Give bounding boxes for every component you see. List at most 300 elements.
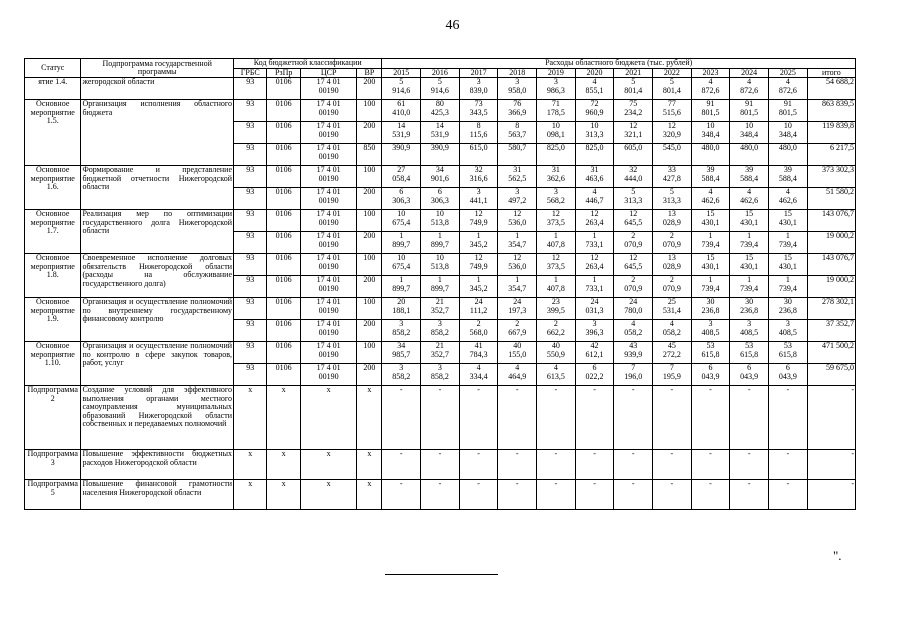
csr-cell: 17 4 01 00190	[300, 144, 356, 166]
table-row	[25, 480, 856, 510]
csr-cell: 17 4 01 00190	[300, 232, 356, 254]
year-value-cell: -	[769, 386, 808, 450]
table-row	[25, 210, 856, 232]
closing-quote: ".	[833, 548, 842, 563]
rzpr-cell: 0106	[267, 342, 300, 364]
total-cell: 471 500,2	[807, 342, 855, 364]
year-value-cell: 10 513,8	[421, 254, 460, 276]
year-value-cell: 3 858,2	[382, 364, 421, 386]
grbs-cell: 93	[234, 188, 267, 210]
program-cell: Своевременное исполнение долговых обязательств Нижегородской области (расходы на обслуживание государственного долга)	[81, 254, 234, 298]
year-value-cell: 8 563,7	[498, 122, 537, 144]
vr-cell: 100	[357, 254, 382, 276]
year-value-cell: -	[382, 386, 421, 450]
year-value-cell: 480,0	[769, 144, 808, 166]
total-cell: 37 352,7	[807, 320, 855, 342]
year-value-cell: 30 236,8	[730, 298, 769, 320]
year-value-cell: 4 872,6	[730, 78, 769, 100]
year-value-cell: 40 155,0	[498, 342, 537, 364]
year-value-cell: 31 562,5	[498, 166, 537, 188]
year-value-cell: 10 313,3	[575, 122, 614, 144]
rzpr-cell: 0106	[267, 320, 300, 342]
year-value-cell: 6 043,9	[691, 364, 730, 386]
year-value-cell: 42 612,1	[575, 342, 614, 364]
year-value-cell: 5 313,3	[614, 188, 653, 210]
csr-cell: x	[300, 480, 356, 510]
year-value-cell: 8 115,6	[459, 122, 498, 144]
header-year: 2020	[575, 68, 614, 78]
year-value-cell: 3 396,3	[575, 320, 614, 342]
year-value-cell: 3 497,2	[498, 188, 537, 210]
csr-cell: x	[300, 386, 356, 450]
year-value-cell: -	[537, 386, 576, 450]
year-value-cell: 4 462,6	[769, 188, 808, 210]
year-value-cell: -	[421, 480, 460, 510]
rzpr-cell: x	[267, 386, 300, 450]
year-value-cell: 1 733,1	[575, 276, 614, 298]
header-year: 2017	[459, 68, 498, 78]
year-value-cell: 4 613,5	[537, 364, 576, 386]
year-value-cell: 1 739,4	[691, 276, 730, 298]
year-value-cell: -	[691, 386, 730, 450]
year-value-cell: 77 515,6	[653, 100, 692, 122]
csr-cell: 17 4 01 00190	[300, 342, 356, 364]
year-value-cell: 23 399,5	[537, 298, 576, 320]
header-year: 2023	[691, 68, 730, 78]
year-value-cell: 10 675,4	[382, 254, 421, 276]
header-total: итого	[807, 68, 855, 78]
year-value-cell: 24 780,0	[614, 298, 653, 320]
year-value-cell: 2 568,0	[459, 320, 498, 342]
year-value-cell: 4 872,6	[691, 78, 730, 100]
status-cell: Основное мероприятие 1.10.	[25, 342, 81, 386]
header-csr: ЦСР	[300, 68, 356, 78]
year-value-cell: 91 801,5	[730, 100, 769, 122]
year-value-cell: 2 070,9	[614, 276, 653, 298]
year-value-cell: 12 749,9	[459, 254, 498, 276]
year-value-cell: 5 914,6	[421, 78, 460, 100]
header-expenses: Расходы областного бюджета (тыс. рублей)	[382, 59, 856, 69]
year-value-cell: 1 739,4	[691, 232, 730, 254]
vr-cell: 100	[357, 342, 382, 364]
vr-cell: 200	[357, 364, 382, 386]
csr-cell: 17 4 01 00190	[300, 188, 356, 210]
header-year: 2015	[382, 68, 421, 78]
year-value-cell: 72 960,9	[575, 100, 614, 122]
table-row	[25, 450, 856, 480]
year-value-cell: 53 615,8	[769, 342, 808, 364]
rzpr-cell: 0106	[267, 364, 300, 386]
year-value-cell: 91 801,5	[769, 100, 808, 122]
status-cell: Подпрограмма 5	[25, 480, 81, 510]
status-cell: Подпрограмма 3	[25, 450, 81, 480]
year-value-cell: 5 914,6	[382, 78, 421, 100]
total-cell: 19 000,2	[807, 276, 855, 298]
year-value-cell: 1 354,7	[498, 232, 537, 254]
vr-cell: 200	[357, 78, 382, 100]
year-value-cell: -	[382, 450, 421, 480]
header-rzpr: РзПр	[267, 68, 300, 78]
header-year: 2018	[498, 68, 537, 78]
year-value-cell: -	[769, 450, 808, 480]
year-value-cell: -	[382, 480, 421, 510]
total-cell: 54 688,2	[807, 78, 855, 100]
year-value-cell: 31 463,6	[575, 166, 614, 188]
year-value-cell: -	[537, 450, 576, 480]
grbs-cell: 93	[234, 100, 267, 122]
year-value-cell: 20 188,1	[382, 298, 421, 320]
year-value-cell: 1 899,7	[421, 276, 460, 298]
year-value-cell: -	[614, 386, 653, 450]
csr-cell: 17 4 01 00190	[300, 166, 356, 188]
total-cell: -	[807, 480, 855, 510]
year-value-cell: 4 058,2	[614, 320, 653, 342]
year-value-cell: 32 444,0	[614, 166, 653, 188]
csr-cell: 17 4 01 00190	[300, 100, 356, 122]
status-cell: ятие 1.4.	[25, 78, 81, 100]
year-value-cell: -	[498, 386, 537, 450]
year-value-cell: 2 070,9	[653, 232, 692, 254]
status-cell: Основное мероприятие 1.5.	[25, 100, 81, 166]
rzpr-cell: 0106	[267, 166, 300, 188]
year-value-cell: 39 588,4	[730, 166, 769, 188]
year-value-cell: 31 362,6	[537, 166, 576, 188]
total-cell: 863 839,5	[807, 100, 855, 122]
year-value-cell: 3 858,2	[421, 320, 460, 342]
year-value-cell: 6 043,9	[769, 364, 808, 386]
year-value-cell: 14 531,9	[382, 122, 421, 144]
year-value-cell: 43 939,9	[614, 342, 653, 364]
program-cell: жегородской области	[81, 78, 234, 100]
vr-cell: 200	[357, 276, 382, 298]
total-cell: -	[807, 386, 855, 450]
year-value-cell: 27 058,4	[382, 166, 421, 188]
year-value-cell: 390,9	[382, 144, 421, 166]
year-value-cell: 12 645,5	[614, 254, 653, 276]
table-body	[25, 78, 856, 510]
year-value-cell: -	[653, 450, 692, 480]
year-value-cell: 4 462,6	[730, 188, 769, 210]
year-value-cell: 580,7	[498, 144, 537, 166]
year-value-cell: 5 801,4	[653, 78, 692, 100]
end-divider	[385, 574, 498, 575]
year-value-cell: 1 407,8	[537, 232, 576, 254]
year-value-cell: 480,0	[730, 144, 769, 166]
rzpr-cell: 0106	[267, 100, 300, 122]
csr-cell: 17 4 01 00190	[300, 320, 356, 342]
grbs-cell: 93	[234, 210, 267, 232]
year-value-cell: -	[498, 450, 537, 480]
year-value-cell: 1 345,2	[459, 232, 498, 254]
year-value-cell: 34 901,6	[421, 166, 460, 188]
vr-cell: 200	[357, 122, 382, 144]
status-cell: Основное мероприятие 1.8.	[25, 254, 81, 298]
vr-cell: 100	[357, 166, 382, 188]
total-cell: 143 076,7	[807, 210, 855, 232]
program-cell: Организация исполнения областного бюджета	[81, 100, 234, 166]
year-value-cell: 39 588,4	[769, 166, 808, 188]
grbs-cell: 93	[234, 122, 267, 144]
vr-cell: x	[357, 480, 382, 510]
year-value-cell: 825,0	[537, 144, 576, 166]
rzpr-cell: 0106	[267, 78, 300, 100]
table-row	[25, 342, 856, 364]
year-value-cell: 4 446,7	[575, 188, 614, 210]
year-value-cell: -	[614, 480, 653, 510]
year-value-cell: 13 028,9	[653, 210, 692, 232]
year-value-cell: 1 739,4	[769, 276, 808, 298]
table-row	[25, 298, 856, 320]
rzpr-cell: 0106	[267, 122, 300, 144]
status-cell: Основное мероприятие 1.7.	[25, 210, 81, 254]
grbs-cell: 93	[234, 364, 267, 386]
year-value-cell: -	[653, 480, 692, 510]
grbs-cell: 93	[234, 320, 267, 342]
program-cell: Организация и осуществление полномочий по внутреннему государственному финансовому контролю	[81, 298, 234, 342]
year-value-cell: 34 985,7	[382, 342, 421, 364]
year-value-cell: 6 306,3	[382, 188, 421, 210]
year-value-cell: 5 801,4	[614, 78, 653, 100]
year-value-cell: 39 588,4	[691, 166, 730, 188]
grbs-cell: 93	[234, 254, 267, 276]
vr-cell: 100	[357, 100, 382, 122]
program-cell: Повышение финансовой грамотности населения Нижегородской области	[81, 480, 234, 510]
csr-cell: 17 4 01 00190	[300, 122, 356, 144]
year-value-cell: 15 430,1	[691, 254, 730, 276]
year-value-cell: 25 531,4	[653, 298, 692, 320]
header-status: Статус	[25, 59, 81, 78]
status-cell: Подпрограмма 2	[25, 386, 81, 450]
year-value-cell: 15 430,1	[691, 210, 730, 232]
header-year: 2025	[769, 68, 808, 78]
year-value-cell: 91 801,5	[691, 100, 730, 122]
rzpr-cell: 0106	[267, 276, 300, 298]
year-value-cell: 2 070,9	[653, 276, 692, 298]
year-value-cell: 10 348,4	[730, 122, 769, 144]
year-value-cell: -	[575, 450, 614, 480]
header-year: 2019	[537, 68, 576, 78]
grbs-cell: 93	[234, 78, 267, 100]
header-year: 2016	[421, 68, 460, 78]
year-value-cell: 10 513,8	[421, 210, 460, 232]
year-value-cell: 10 098,1	[537, 122, 576, 144]
program-cell: Создание условий для эффективного выполнения органами местного самоуправления муниципальных образований Нижегородской области собственных и передаваемых полномочий	[81, 386, 234, 450]
rzpr-cell: 0106	[267, 144, 300, 166]
year-value-cell: 10 675,4	[382, 210, 421, 232]
year-value-cell: 14 531,9	[421, 122, 460, 144]
grbs-cell: 93	[234, 144, 267, 166]
year-value-cell: 12 749,9	[459, 210, 498, 232]
year-value-cell: 390,9	[421, 144, 460, 166]
year-value-cell: 2 662,2	[537, 320, 576, 342]
header-vr: ВР	[357, 68, 382, 78]
csr-cell: 17 4 01 00190	[300, 254, 356, 276]
year-value-cell: 33 427,8	[653, 166, 692, 188]
year-value-cell: 3 958,0	[498, 78, 537, 100]
year-value-cell: 12 321,1	[614, 122, 653, 144]
year-value-cell: 30 236,8	[691, 298, 730, 320]
year-value-cell: 24 031,3	[575, 298, 614, 320]
rzpr-cell: x	[267, 480, 300, 510]
year-value-cell: 4 334,4	[459, 364, 498, 386]
year-value-cell: -	[459, 386, 498, 450]
total-cell: 143 076,7	[807, 254, 855, 276]
header-year: 2022	[653, 68, 692, 78]
rzpr-cell: x	[267, 450, 300, 480]
year-value-cell: -	[421, 450, 460, 480]
year-value-cell: 24 111,2	[459, 298, 498, 320]
year-value-cell: 12 536,0	[498, 254, 537, 276]
year-value-cell: 1 354,7	[498, 276, 537, 298]
year-value-cell: -	[730, 480, 769, 510]
year-value-cell: 21 352,7	[421, 298, 460, 320]
year-value-cell: 30 236,8	[769, 298, 808, 320]
header-year: 2021	[614, 68, 653, 78]
year-value-cell: 605,0	[614, 144, 653, 166]
year-value-cell: 3 986,3	[537, 78, 576, 100]
status-cell: Основное мероприятие 1.6.	[25, 166, 81, 210]
year-value-cell: 615,0	[459, 144, 498, 166]
year-value-cell: 6 306,3	[421, 188, 460, 210]
year-value-cell: 32 316,6	[459, 166, 498, 188]
year-value-cell: 24 197,3	[498, 298, 537, 320]
total-cell: 51 580,2	[807, 188, 855, 210]
year-value-cell: 15 430,1	[769, 254, 808, 276]
year-value-cell: 825,0	[575, 144, 614, 166]
total-cell: -	[807, 450, 855, 480]
year-value-cell: 1 739,4	[730, 276, 769, 298]
year-value-cell: 4 872,6	[769, 78, 808, 100]
year-value-cell: -	[575, 480, 614, 510]
vr-cell: 200	[357, 320, 382, 342]
year-value-cell: 12 320,9	[653, 122, 692, 144]
table-row	[25, 166, 856, 188]
year-value-cell: 12 373,5	[537, 210, 576, 232]
year-value-cell: -	[653, 386, 692, 450]
year-value-cell: 80 425,3	[421, 100, 460, 122]
grbs-cell: 93	[234, 166, 267, 188]
year-value-cell: 1 739,4	[730, 232, 769, 254]
grbs-cell: 93	[234, 342, 267, 364]
grbs-cell: 93	[234, 232, 267, 254]
rzpr-cell: 0106	[267, 254, 300, 276]
year-value-cell: 71 178,5	[537, 100, 576, 122]
year-value-cell: 21 352,7	[421, 342, 460, 364]
year-value-cell: -	[691, 450, 730, 480]
total-cell: 6 217,5	[807, 144, 855, 166]
table-header	[25, 59, 856, 78]
year-value-cell: 3 839,0	[459, 78, 498, 100]
grbs-cell: 93	[234, 298, 267, 320]
year-value-cell: 12 645,5	[614, 210, 653, 232]
year-value-cell: 13 028,9	[653, 254, 692, 276]
vr-cell: 200	[357, 232, 382, 254]
rzpr-cell: 0106	[267, 232, 300, 254]
year-value-cell: -	[730, 450, 769, 480]
year-value-cell: -	[537, 480, 576, 510]
csr-cell: 17 4 01 00190	[300, 276, 356, 298]
year-value-cell: 12 536,0	[498, 210, 537, 232]
year-value-cell: 1 345,2	[459, 276, 498, 298]
year-value-cell: -	[459, 450, 498, 480]
year-value-cell: 12 263,4	[575, 254, 614, 276]
table-row	[25, 386, 856, 450]
year-value-cell: 7 195,9	[653, 364, 692, 386]
year-value-cell: 12 263,4	[575, 210, 614, 232]
year-value-cell: 40 550,9	[537, 342, 576, 364]
csr-cell: 17 4 01 00190	[300, 364, 356, 386]
csr-cell: x	[300, 450, 356, 480]
program-cell: Организация и осуществление полномочий по контролю в сфере закупок товаров, работ, услуг	[81, 342, 234, 386]
total-cell: 373 302,3	[807, 166, 855, 188]
year-value-cell: 545,0	[653, 144, 692, 166]
year-value-cell: 5 313,3	[653, 188, 692, 210]
year-value-cell: 41 784,3	[459, 342, 498, 364]
header-grbs: ГРБС	[234, 68, 267, 78]
total-cell: 59 675,0	[807, 364, 855, 386]
rzpr-cell: 0106	[267, 188, 300, 210]
year-value-cell: 15 430,1	[730, 210, 769, 232]
table-row	[25, 100, 856, 122]
year-value-cell: 53 615,8	[730, 342, 769, 364]
vr-cell: x	[357, 386, 382, 450]
rzpr-cell: 0106	[267, 298, 300, 320]
program-cell: Формирование и представление бюджетной отчетности Нижегородской области	[81, 166, 234, 210]
grbs-cell: x	[234, 450, 267, 480]
table-row	[25, 254, 856, 276]
total-cell: 19 000,2	[807, 232, 855, 254]
header-year: 2024	[730, 68, 769, 78]
year-value-cell: 2 667,9	[498, 320, 537, 342]
year-value-cell: -	[459, 480, 498, 510]
year-value-cell: 10 348,4	[769, 122, 808, 144]
status-cell: Основное мероприятие 1.9.	[25, 298, 81, 342]
year-value-cell: -	[730, 386, 769, 450]
table-row	[25, 78, 856, 100]
year-value-cell: 1 899,7	[382, 232, 421, 254]
year-value-cell: 12 373,5	[537, 254, 576, 276]
year-value-cell: 3 408,5	[769, 320, 808, 342]
year-value-cell: -	[498, 480, 537, 510]
year-value-cell: 3 568,2	[537, 188, 576, 210]
year-value-cell: 3 408,5	[730, 320, 769, 342]
year-value-cell: -	[691, 480, 730, 510]
year-value-cell: 1 899,7	[382, 276, 421, 298]
budget-table	[24, 58, 856, 510]
year-value-cell: 15 430,1	[730, 254, 769, 276]
year-value-cell: 15 430,1	[769, 210, 808, 232]
header-budget-code: Код бюджетной классификации	[234, 59, 382, 69]
year-value-cell: 76 366,9	[498, 100, 537, 122]
year-value-cell: 1 407,8	[537, 276, 576, 298]
year-value-cell: -	[421, 386, 460, 450]
year-value-cell: 73 343,5	[459, 100, 498, 122]
year-value-cell: 3 858,2	[421, 364, 460, 386]
header-program: Подпрограмма государственной программы	[81, 59, 234, 78]
csr-cell: 17 4 01 00190	[300, 78, 356, 100]
year-value-cell: 480,0	[691, 144, 730, 166]
csr-cell: 17 4 01 00190	[300, 210, 356, 232]
year-value-cell: 1 899,7	[421, 232, 460, 254]
year-value-cell: 1 733,1	[575, 232, 614, 254]
year-value-cell: 4 855,1	[575, 78, 614, 100]
total-cell: 278 302,1	[807, 298, 855, 320]
grbs-cell: 93	[234, 276, 267, 298]
year-value-cell: 3 408,5	[691, 320, 730, 342]
vr-cell: 100	[357, 210, 382, 232]
year-value-cell: -	[769, 480, 808, 510]
program-cell: Реализация мер по оптимизации государственного долга Нижегородской области	[81, 210, 234, 254]
